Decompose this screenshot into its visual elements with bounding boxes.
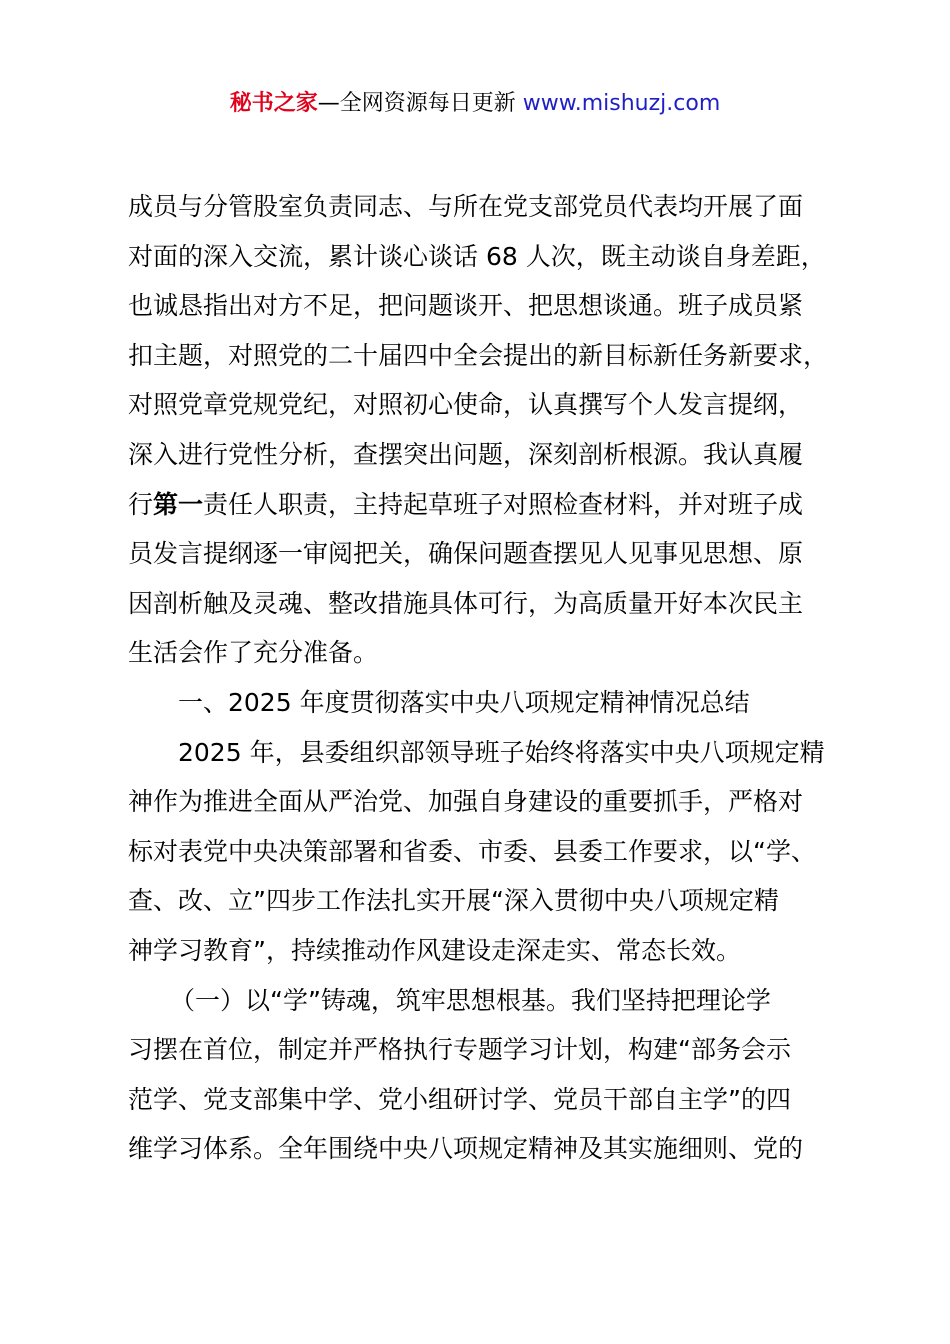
emphasis-text: 第一 (153, 489, 204, 519)
text-line-with-emphasis (128, 480, 858, 530)
section-heading (128, 678, 858, 728)
text-line: 也诚恳指出对方不足，把问题谈开、把思想谈通。班子成员紧 (128, 291, 804, 321)
text-line: 神作为推进全面从严治党、加强自身建设的重要抓手，严格对 (128, 787, 804, 817)
paragraph-study (128, 976, 858, 1174)
text-line: 维学习体系。全年围绕中央八项规定精神及其实施细则、党的 (128, 1134, 804, 1164)
heading-text: 一、2025 年度贯彻落实中央八项规定精神情况总结 (178, 687, 750, 717)
text-line: 因剖析触及灵魂、整改措施具体可行，为高质量开好本次民主 (128, 588, 804, 618)
text-line: 查、改、立”四步工作法扎实开展“深入贯彻中央八项规定精 (128, 886, 779, 916)
text-line: 成员与分管股室负责同志、与所在党支部党员代表均开展了面 (128, 192, 804, 221)
paragraph-preparation (128, 182, 858, 678)
document-body (128, 182, 858, 1174)
text-line: 2025 年，县委组织部领导班子始终将落实中央八项规定精 (178, 737, 825, 767)
text-line: 员发言提纲逐一审阅把关，确保问题查摆见人见事见思想、原 (128, 539, 804, 569)
site-url-link[interactable]: www.mishuzj.com (522, 91, 721, 116)
header-tagline: —全网资源每日更新 (317, 91, 523, 116)
text-line: 对面的深入交流，累计谈心谈话 68 人次，既主动谈自身差距， (128, 241, 826, 271)
text-segment: 责任人职责，主持起草班子对照检查材料，并对班子成 (203, 489, 804, 519)
text-line: 标对表党中央决策部署和省委、市委、县委工作要求，以“学、 (128, 836, 816, 866)
paragraph-summary (128, 728, 858, 976)
text-line: 神学习教育”，持续推动作风建设走深走实、常态长效。 (128, 935, 741, 965)
brand-name: 秘书之家 (229, 91, 318, 116)
text-line: 习摆在首位，制定并严格执行专题学习计划，构建“部务会示 (128, 1035, 791, 1065)
site-header (0, 88, 950, 120)
text-line: 对照党章党规党纪，对照初心使命，认真撰写个人发言提纲， (128, 390, 804, 420)
text-line: 深入进行党性分析，查摆突出问题，深刻剖析根源。我认真履 (128, 439, 804, 469)
text-line: 扣主题，对照党的二十届四中全会提出的新目标新任务新要求， (128, 340, 829, 370)
text-segment: 行 (128, 489, 154, 519)
text-line: 范学、党支部集中学、党小组研讨学、党员干部自主学”的四 (128, 1084, 791, 1114)
text-line: 生活会作了充分准备。 (128, 638, 379, 668)
text-line: （一）以“学”铸魂，筑牢思想根基。我们坚持把理论学 (170, 985, 771, 1015)
